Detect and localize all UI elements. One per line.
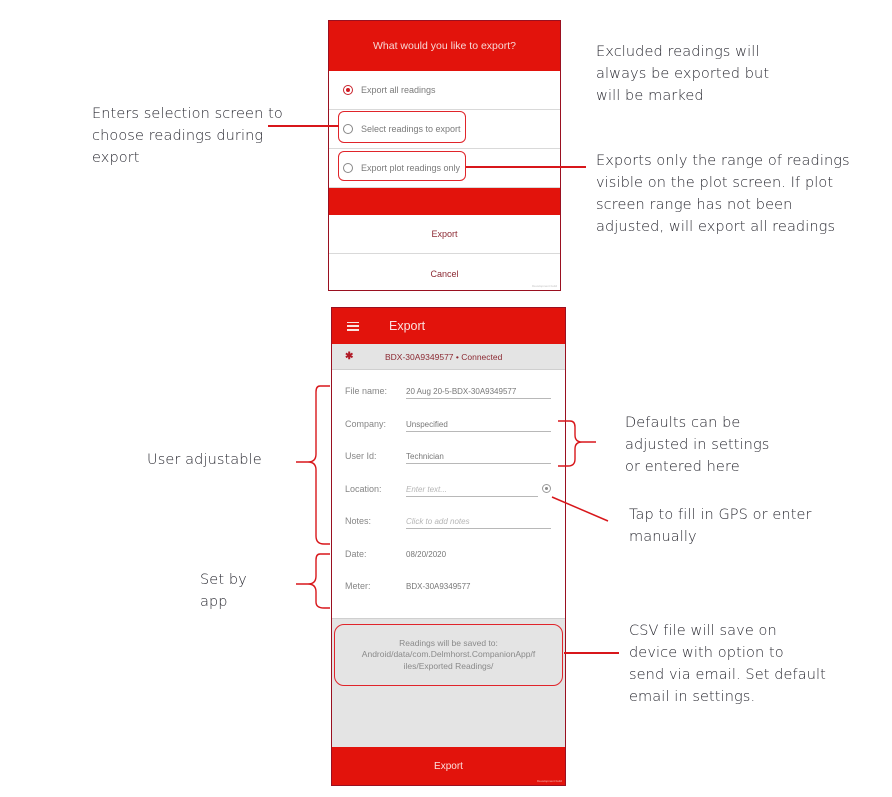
dialog-title: What would you like to export? [329, 21, 560, 71]
annotation-line: Set by [200, 572, 247, 588]
brace-icon [292, 384, 332, 612]
annotation-line: will be marked [596, 88, 704, 104]
build-label: Development build [537, 779, 562, 783]
field-meter [332, 573, 565, 606]
option-label: Export all readings [361, 85, 436, 95]
save-path-box [334, 624, 563, 686]
save-info-line: Android/data/com.Delmhorst.CompanionApp/f [361, 649, 536, 660]
radio-selected-icon[interactable] [343, 85, 353, 95]
field-label: Company: [345, 418, 387, 429]
connection-bar [332, 344, 565, 370]
field-label: Notes: [345, 516, 372, 526]
date-value: 08/20/2020 [406, 549, 447, 559]
build-label: Development build [532, 284, 557, 288]
field-label: User Id: [345, 451, 377, 461]
annotation-line: send via email. Set default [629, 667, 826, 683]
field-label: Meter: [345, 581, 371, 591]
company-input[interactable]: Unspecified [406, 420, 551, 432]
annotation-csv [629, 620, 826, 708]
annotation-line: Exports only the range of readings [596, 153, 850, 169]
save-info-line: iles/Exported Readings/ [403, 660, 494, 671]
connector-line [564, 652, 619, 654]
annotation-line: Enters selection screen to [92, 106, 283, 122]
annotation-line: adjusted, will export all readings [596, 219, 836, 235]
dialog-export-button[interactable]: Export [329, 215, 560, 254]
annotation-line: export [92, 150, 140, 166]
annotation-selection-screen [92, 103, 283, 169]
annotation-gps [629, 504, 812, 548]
annotation-line: email in settings. [629, 689, 756, 705]
connector-line [550, 494, 612, 524]
export-screen [331, 307, 566, 786]
option-label: Export plot readings only [361, 163, 461, 173]
save-info-panel [332, 618, 565, 747]
annotation-line: Excluded readings will [596, 44, 760, 60]
brace-icon [556, 419, 598, 469]
location-input[interactable]: Enter text... [406, 485, 538, 497]
annotation-line: screen range has not been [596, 197, 793, 213]
annotation-line: manually [629, 529, 697, 545]
field-company [332, 411, 565, 444]
annotation-line: CSV file will save on [629, 623, 777, 639]
annotation-line: app [200, 594, 228, 610]
hamburger-menu-icon[interactable] [347, 322, 359, 331]
field-location [332, 476, 565, 509]
dialog-divider-bar [329, 188, 560, 215]
export-form [332, 370, 565, 606]
annotation-set-by-app [200, 569, 247, 613]
highlight-plot-readings [338, 151, 466, 181]
field-file-name [332, 378, 565, 411]
annotation-line: Defaults can be [625, 415, 741, 431]
annotation-line: always be exported but [596, 66, 770, 82]
save-info-line: Readings will be saved to: [399, 637, 498, 648]
field-notes [332, 508, 565, 541]
option-export-all[interactable] [329, 71, 560, 110]
bluetooth-icon: ✱ [345, 351, 354, 362]
option-label: Select readings to export [361, 124, 461, 134]
connector-line [466, 166, 586, 168]
export-button[interactable]: Export [332, 747, 565, 785]
field-label: Location: [345, 483, 382, 494]
highlight-select-readings [338, 111, 466, 143]
annotation-excluded [596, 41, 769, 107]
notes-input[interactable]: Click to add notes [406, 517, 551, 529]
field-label: Date: [345, 548, 367, 559]
annotation-defaults [625, 412, 769, 478]
dialog-cancel-button[interactable]: Cancel [430, 268, 459, 279]
annotation-line: device with option to [629, 645, 784, 661]
screen-title: Export [389, 319, 426, 333]
annotation-plot-only [596, 150, 850, 238]
meter-value: BDX-30A9349577 [406, 582, 471, 591]
connection-status: BDX-30A9349577 • Connected [385, 351, 503, 362]
annotation-line: or entered here [625, 459, 740, 475]
annotation-line: Tap to fill in GPS or enter [629, 507, 812, 523]
annotation-line: adjusted in settings [625, 437, 770, 453]
annotation-line: choose readings during [92, 128, 264, 144]
field-date [332, 541, 565, 574]
connector-line [268, 125, 339, 127]
annotation-user-adjustable: User adjustable [147, 452, 262, 468]
annotation-line: visible on the plot screen. If plot [596, 175, 834, 191]
gps-locate-icon[interactable] [542, 484, 551, 493]
user-id-input[interactable]: Technician [406, 452, 551, 464]
field-label: File name: [345, 386, 388, 396]
file-name-input[interactable]: 20 Aug 20-5-BDX-30A9349577 [406, 387, 551, 399]
field-user-id [332, 443, 565, 476]
app-bar [332, 308, 565, 344]
